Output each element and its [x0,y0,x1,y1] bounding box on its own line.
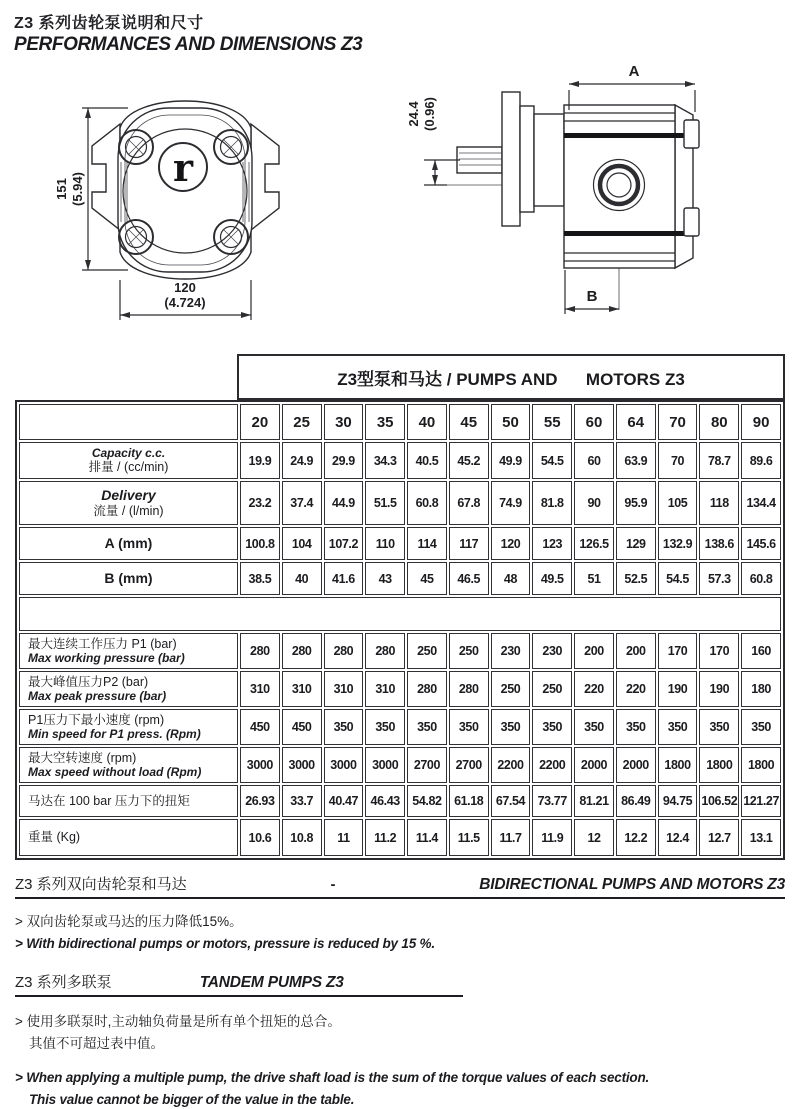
value-cell: 138.6 [699,527,739,560]
value-cell: 126.5 [574,527,614,560]
value-cell: 2000 [574,747,614,783]
pump-side-view-drawing [402,52,780,327]
value-cell: 11.4 [407,819,447,856]
dim-shaft-mm: 24.4 [406,101,421,127]
heading-separator: - [330,876,336,893]
value-cell: 78.7 [699,442,739,479]
value-cell: 230 [491,633,531,669]
value-cell: 106.52 [699,785,739,817]
value-cell: 350 [365,709,405,745]
note-line-zh: 其值不可超过表中值。 [29,1035,164,1051]
value-cell: 40.47 [324,785,364,817]
bidirectional-heading-zh: Z3 系列双向齿轮泵和马达 [15,876,187,893]
value-cell: 12.4 [658,819,698,856]
value-cell: 170 [658,633,698,669]
row-label-max-speed [19,747,238,783]
note-line-en: > With bidirectional pumps or motors, pressure is reduced by 15 %. [15,935,435,951]
bidirectional-section [15,873,785,953]
value-cell: 52.5 [616,562,656,595]
value-cell: 81.8 [532,481,572,525]
value-cell: 54.5 [532,442,572,479]
value-cell: 350 [616,709,656,745]
pump-side-body [442,92,699,310]
value-cell: 3000 [282,747,322,783]
value-cell: 40.5 [407,442,447,479]
value-cell: 2200 [491,747,531,783]
row-label-line: 排量 / (cc/min) [88,460,169,475]
size-col-header: 45 [449,404,489,440]
technical-drawings [0,60,800,348]
row-dim-a [19,527,781,560]
value-cell: 3000 [365,747,405,783]
value-cell: 1800 [699,747,739,783]
row-max-working-pressure [19,633,781,669]
value-cell: 117 [449,527,489,560]
bidirectional-heading [15,873,785,899]
row-label-line: Max speed without load (Rpm) [28,765,202,780]
value-cell: 2700 [449,747,489,783]
value-cell: 121.27 [741,785,781,817]
row-label-line: 流量 / (l/min) [93,503,164,518]
value-cell: 100.8 [240,527,280,560]
tandem-heading-en: TANDEM PUMPS Z3 [199,974,344,992]
value-cell: 280 [449,671,489,707]
row-max-peak-pressure [19,671,781,707]
value-cell: 107.2 [324,527,364,560]
row-label-line: 最大峰值压力P2 (bar) [28,674,149,689]
row-label-line: 最大连续工作压力 P1 (bar) [28,636,177,651]
dim-b-label: B [586,288,598,305]
value-cell: 46.5 [449,562,489,595]
value-cell: 350 [324,709,364,745]
dim-height-inch: (5.94) [70,172,85,206]
value-cell: 280 [240,633,280,669]
dim-a-label: A [628,63,640,80]
value-cell: 45.2 [449,442,489,479]
row-label-line: P1压力下最小速度 (rpm) [28,712,165,727]
value-cell: 350 [699,709,739,745]
value-cell: 230 [532,633,572,669]
value-cell: 310 [282,671,322,707]
size-col-header: 25 [282,404,322,440]
note-line-en: This value cannot be bigger of the value in the table. [29,1091,355,1107]
row-label-line: 最大空转速度 (rpm) [28,750,137,765]
size-header-row [19,404,781,440]
value-cell: 350 [449,709,489,745]
row-label-line: A (mm) [104,535,153,552]
value-cell: 49.5 [532,562,572,595]
size-col-header: 50 [491,404,531,440]
size-col-header: 55 [532,404,572,440]
value-cell: 10.6 [240,819,280,856]
value-cell: 110 [365,527,405,560]
value-cell: 132.9 [658,527,698,560]
row-label-max-peak-pressure [19,671,238,707]
size-col-header: 60 [574,404,614,440]
row-label-delivery [19,481,238,525]
value-cell: 114 [407,527,447,560]
size-col-header: 40 [407,404,447,440]
value-cell: 350 [658,709,698,745]
value-cell: 1800 [741,747,781,783]
value-cell: 48 [491,562,531,595]
value-cell: 450 [240,709,280,745]
row-dim-b [19,562,781,595]
value-cell: 13.1 [741,819,781,856]
value-cell: 11.5 [449,819,489,856]
logo-letter: r [172,145,194,190]
value-cell: 310 [365,671,405,707]
specs-table [17,402,783,858]
note-line-zh: > 双向齿轮泵或马达的压力降低15%。 [15,914,243,929]
value-cell: 73.77 [532,785,572,817]
value-cell: 11 [324,819,364,856]
size-col-header: 90 [741,404,781,440]
row-label-line: 重量 (Kg) [28,830,81,845]
value-cell: 11.9 [532,819,572,856]
value-cell: 10.8 [282,819,322,856]
table-frame [15,400,785,860]
row-capacity [19,442,781,479]
table-title-box [237,354,785,400]
table-title: Z3型泵和马达 / PUMPS AND MOTORS Z3 [337,369,685,389]
value-cell: 86.49 [616,785,656,817]
value-cell: 41.6 [324,562,364,595]
value-cell: 12.7 [699,819,739,856]
size-col-header: 20 [240,404,280,440]
row-torque-100bar [19,785,781,817]
row-label-line: Min speed for P1 press. (Rpm) [28,727,201,742]
value-cell: 70 [658,442,698,479]
value-cell: 450 [282,709,322,745]
value-cell: 67.8 [449,481,489,525]
value-cell: 43 [365,562,405,595]
value-cell: 89.6 [741,442,781,479]
width-dimension [120,280,251,320]
tandem-section [15,971,785,1109]
tandem-heading [15,971,463,997]
b-dimension [565,270,619,314]
value-cell: 123 [532,527,572,560]
size-col-header: 80 [699,404,739,440]
value-cell: 170 [699,633,739,669]
value-cell: 51 [574,562,614,595]
value-cell: 54.82 [407,785,447,817]
value-cell: 23.2 [240,481,280,525]
size-col-header: 30 [324,404,364,440]
value-cell: 33.7 [282,785,322,817]
row-label-line: Capacity c.c. [91,446,166,461]
row-label-line: B (mm) [104,570,153,587]
value-cell: 280 [365,633,405,669]
value-cell: 200 [574,633,614,669]
value-cell: 3000 [240,747,280,783]
row-max-speed [19,747,781,783]
size-row-stub [19,404,238,440]
size-col-header: 70 [658,404,698,440]
row-label-dim-a [19,527,238,560]
value-cell: 280 [407,671,447,707]
value-cell: 134.4 [741,481,781,525]
value-cell: 2200 [532,747,572,783]
value-cell: 11.2 [365,819,405,856]
value-cell: 1800 [658,747,698,783]
value-cell: 350 [532,709,572,745]
value-cell: 190 [658,671,698,707]
row-delivery [19,481,781,525]
value-cell: 90 [574,481,614,525]
row-label-dim-b [19,562,238,595]
tandem-notes [15,1012,785,1109]
value-cell: 118 [699,481,739,525]
row-label-capacity [19,442,238,479]
value-cell: 12 [574,819,614,856]
value-cell: 220 [616,671,656,707]
row-gap [19,597,781,631]
value-cell: 280 [324,633,364,669]
table-spacer [19,597,781,631]
value-cell: 60 [574,442,614,479]
value-cell: 145.6 [741,527,781,560]
row-label-weight [19,819,238,856]
pump-front-view-drawing [28,62,378,330]
value-cell: 350 [574,709,614,745]
value-cell: 200 [616,633,656,669]
value-cell: 104 [282,527,322,560]
value-cell: 160 [741,633,781,669]
value-cell: 310 [240,671,280,707]
row-label-min-speed [19,709,238,745]
datasheet-page [0,10,800,1107]
tandem-heading-zh: Z3 系列多联泵 [15,974,112,992]
shaft-dimension [406,97,460,185]
size-col-header: 64 [616,404,656,440]
dim-width-mm: 120 [174,280,196,295]
value-cell: 12.2 [616,819,656,856]
value-cell: 74.9 [491,481,531,525]
value-cell: 250 [449,633,489,669]
value-cell: 2700 [407,747,447,783]
value-cell: 40 [282,562,322,595]
value-cell: 49.9 [491,442,531,479]
value-cell: 190 [699,671,739,707]
value-cell: 44.9 [324,481,364,525]
value-cell: 129 [616,527,656,560]
value-cell: 60.8 [741,562,781,595]
row-weight [19,819,781,856]
value-cell: 54.5 [658,562,698,595]
row-label-max-working-pressure [19,633,238,669]
value-cell: 350 [491,709,531,745]
value-cell: 250 [491,671,531,707]
value-cell: 81.21 [574,785,614,817]
value-cell: 19.9 [240,442,280,479]
value-cell: 60.8 [407,481,447,525]
value-cell: 3000 [324,747,364,783]
row-label-line: 马达在 100 bar 压力下的扭矩 [28,793,190,808]
spec-table-block [15,354,785,860]
note-line-en: > When applying a multiple pump, the drive shaft load is the sum of the torque values of each section. [15,1070,650,1086]
value-cell: 37.4 [282,481,322,525]
value-cell: 95.9 [616,481,656,525]
value-cell: 46.43 [365,785,405,817]
bidirectional-notes [15,912,785,953]
row-label-line: Max peak pressure (bar) [28,689,167,704]
value-cell: 105 [658,481,698,525]
dim-height-mm: 151 [54,178,69,200]
dim-shaft-inch: (0.96) [422,97,437,131]
bidirectional-heading-en: BIDIRECTIONAL PUMPS AND MOTORS Z3 [479,876,785,893]
value-cell: 38.5 [240,562,280,595]
row-label-line: Delivery [101,487,156,504]
value-cell: 51.5 [365,481,405,525]
value-cell: 94.75 [658,785,698,817]
value-cell: 57.3 [699,562,739,595]
value-cell: 310 [324,671,364,707]
row-min-speed [19,709,781,745]
value-cell: 120 [491,527,531,560]
value-cell: 61.18 [449,785,489,817]
value-cell: 280 [282,633,322,669]
value-cell: 350 [741,709,781,745]
value-cell: 11.7 [491,819,531,856]
value-cell: 250 [532,671,572,707]
value-cell: 180 [741,671,781,707]
page-title-en: PERFORMANCES AND DIMENSIONS Z3 [14,34,363,55]
value-cell: 2000 [616,747,656,783]
value-cell: 63.9 [616,442,656,479]
note-line-zh: > 使用多联泵时,主动轴负荷量是所有单个扭矩的总合。 [15,1014,341,1030]
value-cell: 24.9 [282,442,322,479]
row-label-line: Max working pressure (bar) [28,651,185,666]
value-cell: 220 [574,671,614,707]
value-cell: 45 [407,562,447,595]
dim-width-inch: (4.724) [164,295,206,310]
value-cell: 67.54 [491,785,531,817]
size-col-header: 35 [365,404,405,440]
value-cell: 250 [407,633,447,669]
page-title [14,10,800,56]
value-cell: 34.3 [365,442,405,479]
row-label-torque-100bar [19,785,238,817]
value-cell: 350 [407,709,447,745]
page-title-zh: Z3 系列齿轮泵说明和尺寸 [14,15,204,32]
value-cell: 29.9 [324,442,364,479]
value-cell: 26.93 [240,785,280,817]
